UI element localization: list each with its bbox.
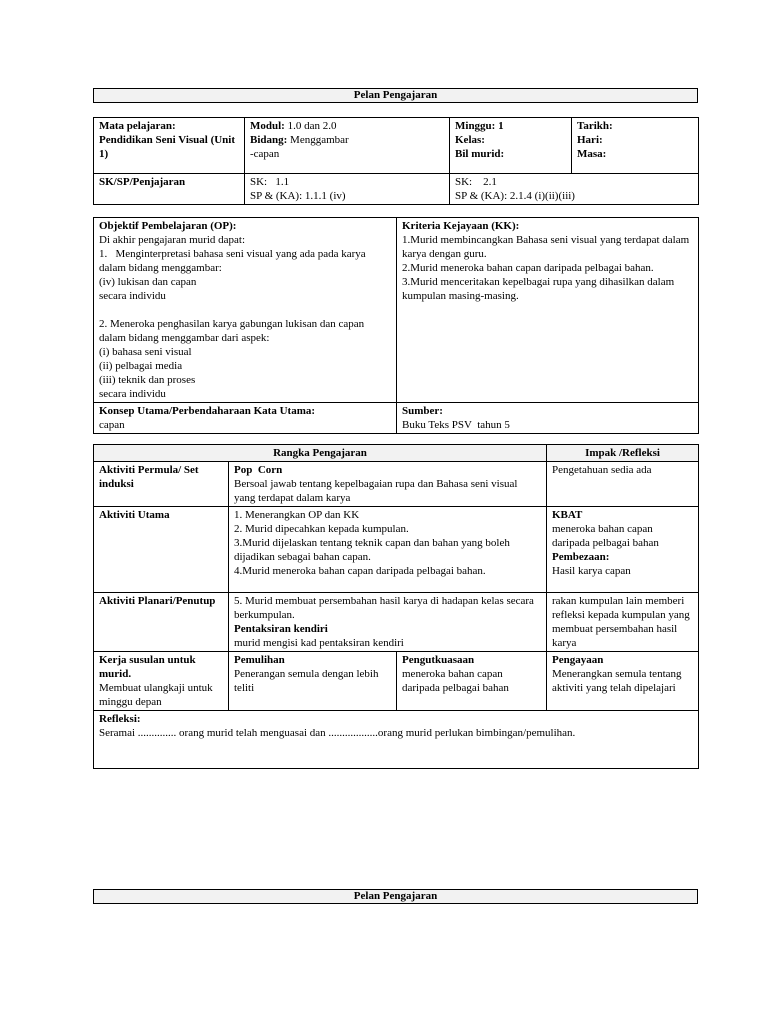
konsep-heading: Konsep Utama/Perbendaharaan Kata Utama:	[99, 405, 316, 417]
pengukuhan-cell	[397, 652, 547, 711]
objektif-line: 1. Menginterpretasi bahasa seni visual yang ada pada karya dalam bidang menggambar:	[99, 248, 369, 274]
kriteria-line: 3.Murid menceritakan kepelbagai rupa yang dihasilkan dalam kumpulan masing-masing.	[402, 276, 677, 302]
utama-line: 2. Murid dipecahkan kepada kumpulan.	[234, 523, 409, 535]
objektif-line: Di akhir pengajaran murid dapat:	[99, 234, 246, 246]
pentaksiran-text: murid mengisi kad pentaksiran kendiri	[234, 637, 404, 649]
impak-header: Impak /Refleksi	[547, 445, 699, 462]
minggu-cell	[450, 118, 572, 174]
bidang-value-2: -capan	[250, 148, 280, 160]
minggu-value: 1	[498, 120, 504, 132]
sumber-heading: Sumber:	[402, 405, 443, 417]
objektif-line: 2. Meneroka penghasilan karya gabungan lukisan dan capan dalam bidang menggambar dari aspek:	[99, 318, 367, 344]
rangka-table	[93, 444, 699, 769]
mata-pelajaran-label: Mata pelajaran:	[99, 120, 176, 132]
rangka-header: Rangka Pengajaran	[94, 445, 547, 462]
sk1-line1: SK: 1.1	[250, 176, 290, 188]
sumber-value: Buku Teks PSV tahun 5	[402, 419, 510, 431]
permula-label: Aktiviti Permula/ Set induksi	[94, 462, 229, 507]
objektif-line: (iii) teknik dan proses	[99, 374, 196, 386]
refleksi-label: Refleksi:	[99, 713, 141, 725]
objektif-line: (ii) pelbagai media	[99, 360, 183, 372]
bidang-label: Bidang:	[250, 134, 288, 146]
tarikh-cell	[572, 118, 699, 174]
penutup-impak: rakan kumpulan lain memberi refleksi kepada kumpulan yang membuat persembahan hasil karya	[547, 593, 699, 652]
bidang-value: Menggambar	[290, 134, 349, 146]
sk2-line1: SK: 2.1	[455, 176, 497, 188]
permula-impak: Pengetahuan sedia ada	[547, 462, 699, 507]
objektif-table	[93, 217, 699, 434]
modul-cell	[245, 118, 450, 174]
modul-value: 1.0 dan 2.0	[287, 120, 337, 132]
pemulihan-cell	[229, 652, 397, 711]
objektif-line	[99, 303, 391, 317]
objektif-line: secara individu	[99, 290, 166, 302]
minggu-label: Minggu:	[455, 120, 496, 132]
susulan-cell	[94, 652, 229, 711]
konsep-cell	[94, 403, 397, 434]
refleksi-text: Seramai .............. orang murid telah menguasai dan ..................orang murid perlukan bimbingan/pemulihan.	[99, 727, 576, 739]
kriteria-line: 1.Murid membincangkan Bahasa seni visual yang terdapat dalam karya dengan guru.	[402, 234, 692, 260]
pengukuhan-text: meneroka bahan capan daripada pelbagai bahan	[402, 668, 509, 694]
utama-line: 4.Murid meneroka bahan capan daripada pelbagai bahan.	[234, 565, 486, 577]
kbat-label: KBAT	[552, 509, 583, 521]
pengayaan-cell	[547, 652, 699, 711]
objektif-cell	[94, 218, 397, 403]
pentaksiran-label: Pentaksiran kendiri	[234, 623, 328, 635]
pengayaan-label: Pengayaan	[552, 654, 604, 666]
kriteria-heading: Kriteria Kejayaan (KK):	[402, 220, 520, 232]
penutup-text: 5. Murid membuat persembahan hasil karya di hadapan kelas secara berkumpulan.	[234, 595, 537, 621]
bil-murid-label: Bil murid:	[455, 148, 505, 160]
page-title: Pelan Pengajaran	[93, 88, 698, 103]
hari-label: Hari:	[577, 134, 603, 146]
objektif-line: secara individu	[99, 388, 166, 400]
pengayaan-text: Menerangkan semula tentang aktiviti yang telah dipelajari	[552, 668, 685, 694]
utama-line: 3.Murid dijelaskan tentang teknik capan dan bahan yang boleh dijadikan sebagai bahan capan.	[234, 537, 513, 563]
kriteria-cell	[397, 218, 699, 403]
objektif-heading: Objektif Pembelajaran (OP):	[99, 220, 237, 232]
permula-title: Pop Corn	[234, 464, 283, 476]
info-table	[93, 117, 699, 205]
tarikh-label: Tarikh:	[577, 120, 613, 132]
penutup-label: Aktiviti Planari/Penutup	[94, 593, 229, 652]
pembezaan-text: Hasil karya capan	[552, 565, 631, 577]
susulan-label: Kerja susulan untuk murid.	[99, 654, 199, 680]
utama-impak	[547, 507, 699, 593]
objektif-line: (i) bahasa seni visual	[99, 346, 192, 358]
sk1-cell	[245, 174, 450, 205]
objektif-line: (iv) lukisan dan capan	[99, 276, 197, 288]
susulan-text: Membuat ulangkaji untuk minggu depan	[99, 682, 216, 708]
kbat-text: meneroka bahan capan daripada pelbagai bahan	[552, 523, 659, 549]
konsep-value: capan	[99, 419, 125, 431]
sk2-cell	[450, 174, 699, 205]
permula-text: Bersoal jawab tentang kepelbagaian rupa dan Bahasa seni visual yang terdapat dalam karya	[234, 478, 521, 504]
pemulihan-label: Pemulihan	[234, 654, 285, 666]
mata-pelajaran-cell	[94, 118, 245, 174]
kelas-label: Kelas:	[455, 134, 485, 146]
mata-pelajaran-value: Pendidikan Seni Visual (Unit 1)	[99, 134, 238, 160]
pengukuhan-label: Pengutkuasaan	[402, 654, 475, 666]
utama-cell	[229, 507, 547, 593]
sk-label: SK/SP/Penjajaran	[94, 174, 245, 205]
next-page-title: Pelan Pengajaran	[93, 889, 698, 904]
modul-label: Modul:	[250, 120, 285, 132]
penutup-cell	[229, 593, 547, 652]
masa-label: Masa:	[577, 148, 607, 160]
pemulihan-text: Penerangan semula dengan lebih teliti	[234, 668, 382, 694]
permula-cell	[229, 462, 547, 507]
refleksi-cell	[94, 711, 699, 769]
sk2-line2: SP & (KA): 2.1.4 (i)(ii)(iii)	[455, 190, 575, 202]
kriteria-line: 2.Murid meneroka bahan capan daripada pelbagai bahan.	[402, 262, 654, 274]
sumber-cell	[397, 403, 699, 434]
sk1-line2: SP & (KA): 1.1.1 (iv)	[250, 190, 346, 202]
utama-label: Aktiviti Utama	[94, 507, 229, 593]
utama-line: 1. Menerangkan OP dan KK	[234, 509, 360, 521]
pembezaan-label: Pembezaan:	[552, 551, 610, 563]
